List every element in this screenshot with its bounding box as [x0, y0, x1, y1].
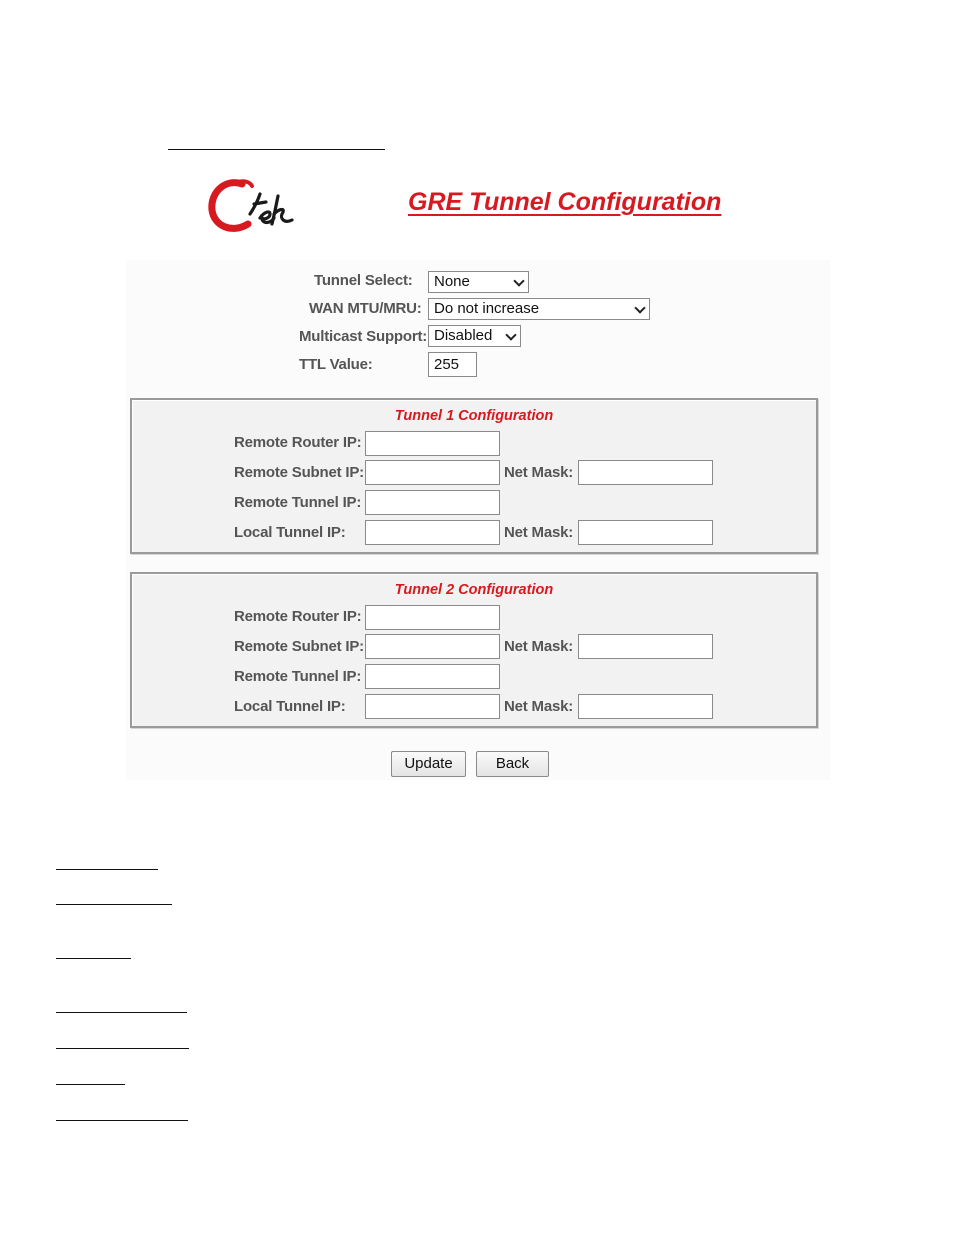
tunnel2-subnet-mask-input[interactable] [578, 634, 713, 659]
back-button[interactable]: Back [476, 751, 549, 777]
tunnel1-remote-router-label: Remote Router IP: [234, 434, 362, 451]
multicast-dropdown[interactable] [428, 325, 521, 347]
term-rule-3 [56, 958, 131, 959]
tunnel2-fieldset [130, 572, 818, 728]
tunnel-select-value: None [434, 273, 470, 290]
tunnel-select-label: Tunnel Select: [314, 272, 413, 289]
term-rule-2 [56, 904, 172, 905]
tunnel2-title: Tunnel 2 Configuration [394, 582, 554, 598]
tunnel1-title: Tunnel 1 Configuration [394, 408, 554, 424]
update-button[interactable]: Update [391, 751, 466, 777]
tunnel1-local-tunnel-input[interactable] [365, 520, 500, 545]
wan-mtu-label: WAN MTU/MRU: [309, 300, 422, 317]
wan-mtu-dropdown[interactable] [428, 298, 650, 320]
tunnel1-remote-tunnel-label: Remote Tunnel IP: [234, 494, 362, 511]
tunnel2-local-mask-input[interactable] [578, 694, 713, 719]
chevron-down-icon [505, 329, 516, 340]
tunnel2-remote-subnet-label: Remote Subnet IP: [234, 638, 364, 655]
tunnel1-remote-subnet-input[interactable] [365, 460, 500, 485]
term-rule-1 [56, 869, 158, 870]
wan-mtu-value: Do not increase [434, 300, 540, 317]
page-title: GRE Tunnel Configuration [408, 188, 722, 216]
multicast-label: Multicast Support: [299, 328, 428, 345]
tunnel1-local-tunnel-label: Local Tunnel IP: [234, 524, 346, 541]
chevron-down-icon [513, 275, 524, 286]
tunnel-select-dropdown[interactable] [428, 271, 529, 293]
term-rule-5 [56, 1048, 189, 1049]
term-rule-6 [56, 1084, 125, 1085]
ttl-input[interactable]: 255 [428, 352, 477, 377]
tunnel1-subnet-mask-input[interactable] [578, 460, 713, 485]
tunnel1-subnet-mask-label: Net Mask: [504, 464, 574, 481]
ttl-label: TTL Value: [299, 356, 373, 373]
tunnel1-local-mask-input[interactable] [578, 520, 713, 545]
tunnel1-fieldset [130, 398, 818, 554]
ctek-logo [208, 174, 304, 238]
tunnel2-remote-tunnel-input[interactable] [365, 664, 500, 689]
chevron-down-icon [634, 302, 645, 313]
tunnel2-remote-router-input[interactable] [365, 605, 500, 630]
tunnel2-remote-subnet-input[interactable] [365, 634, 500, 659]
multicast-value: Disabled [434, 327, 493, 344]
gre-config-screen [126, 166, 830, 780]
tunnel2-remote-router-label: Remote Router IP: [234, 608, 362, 625]
tunnel2-subnet-mask-label: Net Mask: [504, 638, 574, 655]
tunnel1-remote-router-input[interactable] [365, 431, 500, 456]
tunnel1-local-mask-label: Net Mask: [504, 524, 574, 541]
heading-rule [168, 149, 385, 150]
tunnel2-local-mask-label: Net Mask: [504, 698, 574, 715]
tunnel2-local-tunnel-input[interactable] [365, 694, 500, 719]
term-rule-7 [56, 1120, 188, 1121]
tunnel1-remote-tunnel-input[interactable] [365, 490, 500, 515]
tunnel2-local-tunnel-label: Local Tunnel IP: [234, 698, 346, 715]
tunnel2-remote-tunnel-label: Remote Tunnel IP: [234, 668, 362, 685]
tunnel1-remote-subnet-label: Remote Subnet IP: [234, 464, 364, 481]
term-rule-4 [56, 1012, 187, 1013]
